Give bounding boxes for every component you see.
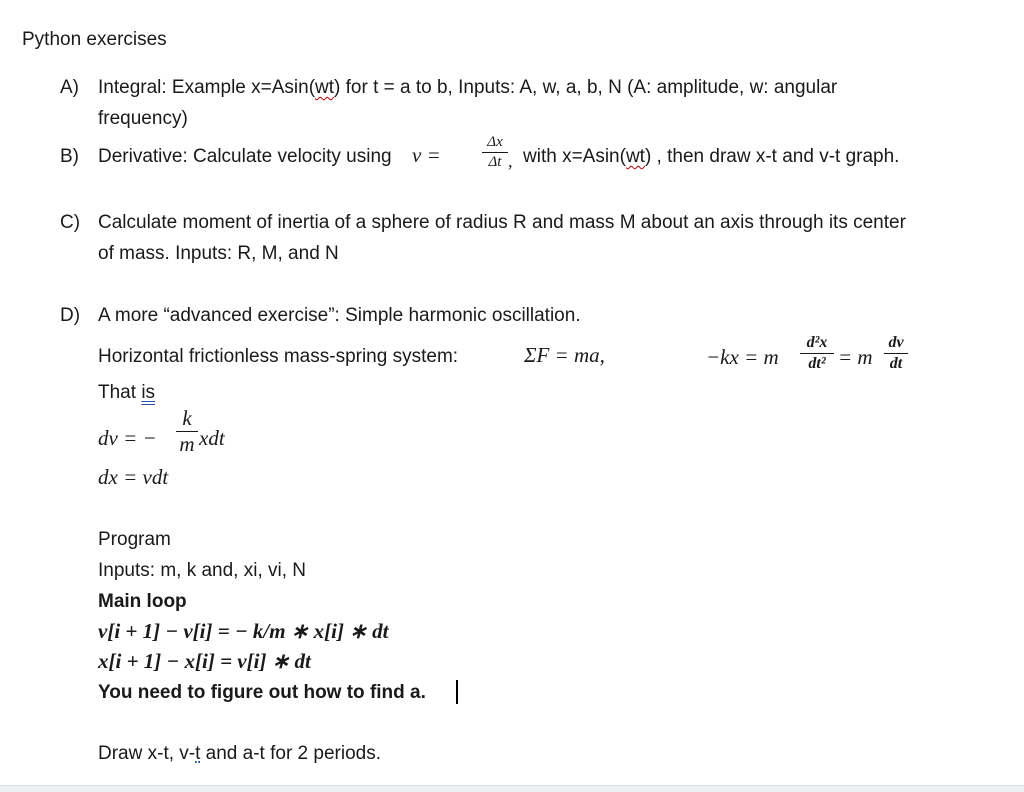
hooke-lhs: −kx = m bbox=[706, 345, 779, 369]
dv: dv bbox=[888, 334, 904, 351]
position-update-equation: x[i + 1] − x[i] = v[i] ∗ dt bbox=[98, 649, 311, 673]
item-d-label: D) bbox=[60, 305, 81, 326]
k: k bbox=[182, 406, 192, 430]
spellcheck-word: wt bbox=[625, 146, 645, 167]
fraction-bar bbox=[800, 353, 834, 354]
eq-m: = m bbox=[838, 345, 873, 369]
spellcheck-word: wt bbox=[315, 77, 335, 98]
draw-instruction bbox=[98, 744, 381, 763]
item-c-line1: Calculate moment of inertia of a sphere of radius R and mass M about an axis through its center bbox=[98, 212, 906, 233]
bottom-edge bbox=[0, 785, 1024, 792]
velocity-lhs: v = bbox=[412, 143, 441, 167]
item-a-label: A) bbox=[60, 77, 79, 98]
item-a-line1 bbox=[98, 78, 837, 97]
fraction-bar bbox=[482, 152, 508, 153]
page-title: Python exercises bbox=[22, 29, 167, 50]
item-c-line2: of mass. Inputs: R, M, and N bbox=[98, 243, 339, 264]
delta-fraction bbox=[482, 135, 508, 170]
that-is-line bbox=[98, 383, 155, 402]
velocity-update-equation: v[i + 1] − v[i] = − k/m ∗ x[i] ∗ dt bbox=[98, 619, 389, 643]
program-label: Program bbox=[98, 529, 171, 550]
draw-text-start: Draw x-t, v- bbox=[98, 743, 196, 764]
grammar-word: is bbox=[141, 382, 156, 403]
delta-t: Δt bbox=[488, 154, 502, 170]
d2x: d²x bbox=[806, 334, 828, 351]
delta-x: Δx bbox=[487, 134, 503, 150]
item-a-text-start: Integral: Example x=Asin( bbox=[98, 77, 316, 98]
text-cursor bbox=[456, 680, 458, 704]
item-b-label: B) bbox=[60, 146, 79, 167]
xdt: xdt bbox=[199, 426, 225, 450]
dt: dt bbox=[889, 355, 903, 372]
item-c-label: C) bbox=[60, 212, 81, 233]
that-word: That bbox=[98, 382, 142, 403]
draw-text-end: and a-t for 2 periods. bbox=[200, 743, 381, 764]
item-b-text: Derivative: Calculate velocity using bbox=[98, 146, 392, 167]
dt2: dt² bbox=[808, 355, 826, 372]
fraction-bar bbox=[884, 353, 908, 354]
system-text: Horizontal frictionless mass-spring system: bbox=[98, 346, 459, 367]
second-derivative-fraction bbox=[800, 335, 834, 372]
dv-equation-lhs: dv = − bbox=[98, 426, 157, 450]
item-b-text-end bbox=[523, 147, 899, 166]
first-derivative-fraction bbox=[884, 335, 908, 372]
comma: , bbox=[508, 151, 513, 171]
program-inputs: Inputs: m, k and, xi, vi, N bbox=[98, 560, 307, 581]
item-b-post-start: with x=Asin( bbox=[523, 146, 626, 167]
dx-equation: dx = vdt bbox=[98, 465, 169, 489]
item-a-line2: frequency) bbox=[98, 108, 188, 129]
grammar-word: t bbox=[195, 743, 201, 764]
main-loop-label: Main loop bbox=[98, 591, 187, 612]
item-a-text-end: ) for t = a to b, Inputs: A, w, a, b, N (A: amplitude, w: angular bbox=[334, 77, 838, 98]
figure-out-text: You need to figure out how to find a. bbox=[98, 682, 426, 703]
k-over-m-fraction bbox=[176, 408, 198, 455]
item-b-post-end: ) , then draw x-t and v-t graph. bbox=[644, 146, 900, 167]
newton-equation: ΣF = ma, bbox=[524, 343, 605, 367]
item-d-line1: A more “advanced exercise”: Simple harmonic oscillation. bbox=[98, 305, 581, 326]
m: m bbox=[179, 432, 195, 456]
